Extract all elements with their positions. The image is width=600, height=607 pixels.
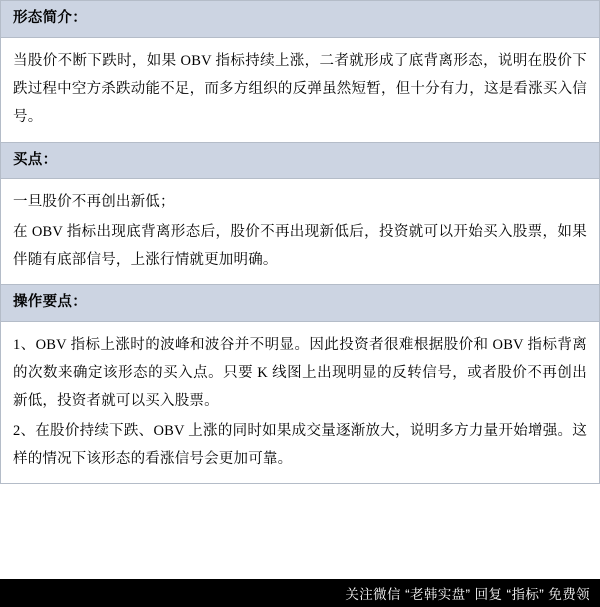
paragraph: 1、OBV 指标上涨时的波峰和波谷并不明显。因此投资者很难根据股价和 OBV 指标背离的次数来确定该形态的买入点。只要 K 线图上出现明显的反转信号，或者股价不再创出新低，投资者就可以买入股票。 [13, 336, 587, 410]
section-header-buy-point: 买点： [1, 143, 599, 180]
footer-promo-text: 关注微信 “老韩实盘” 回复 “指标” 免费领 [345, 587, 590, 602]
paragraph: 2、在股价持续下跌、OBV 上涨的同时如果成交量逐渐放大，说明多方力量开始增强。这样的情况下该形态的看涨信号会更加可靠。 [13, 422, 587, 467]
paragraph: 在 OBV 指标出现底背离形态后，股价不再出现新低后，投资就可以开始买入股票，如果伴随有底部信号，上涨行情就更加明确。 [13, 223, 587, 268]
section-body-buy-point [1, 179, 599, 285]
section-header-key-points: 操作要点： [1, 285, 599, 322]
section-header-overview: 形态简介： [1, 1, 599, 38]
paragraph: 当股价不断下跌时，如果 OBV 指标持续上涨，二者就形成了底背离形态，说明在股价下跌过程中空方杀跌动能不足，而多方组织的反弹虽然短暂，但十分有力，这是看涨买入信号。 [13, 52, 587, 126]
section-body-key-points [1, 322, 599, 484]
section-body-overview [1, 38, 599, 143]
footer-promo-bar [0, 579, 600, 607]
paragraph: 一旦股价不再创出新低； [13, 194, 175, 211]
